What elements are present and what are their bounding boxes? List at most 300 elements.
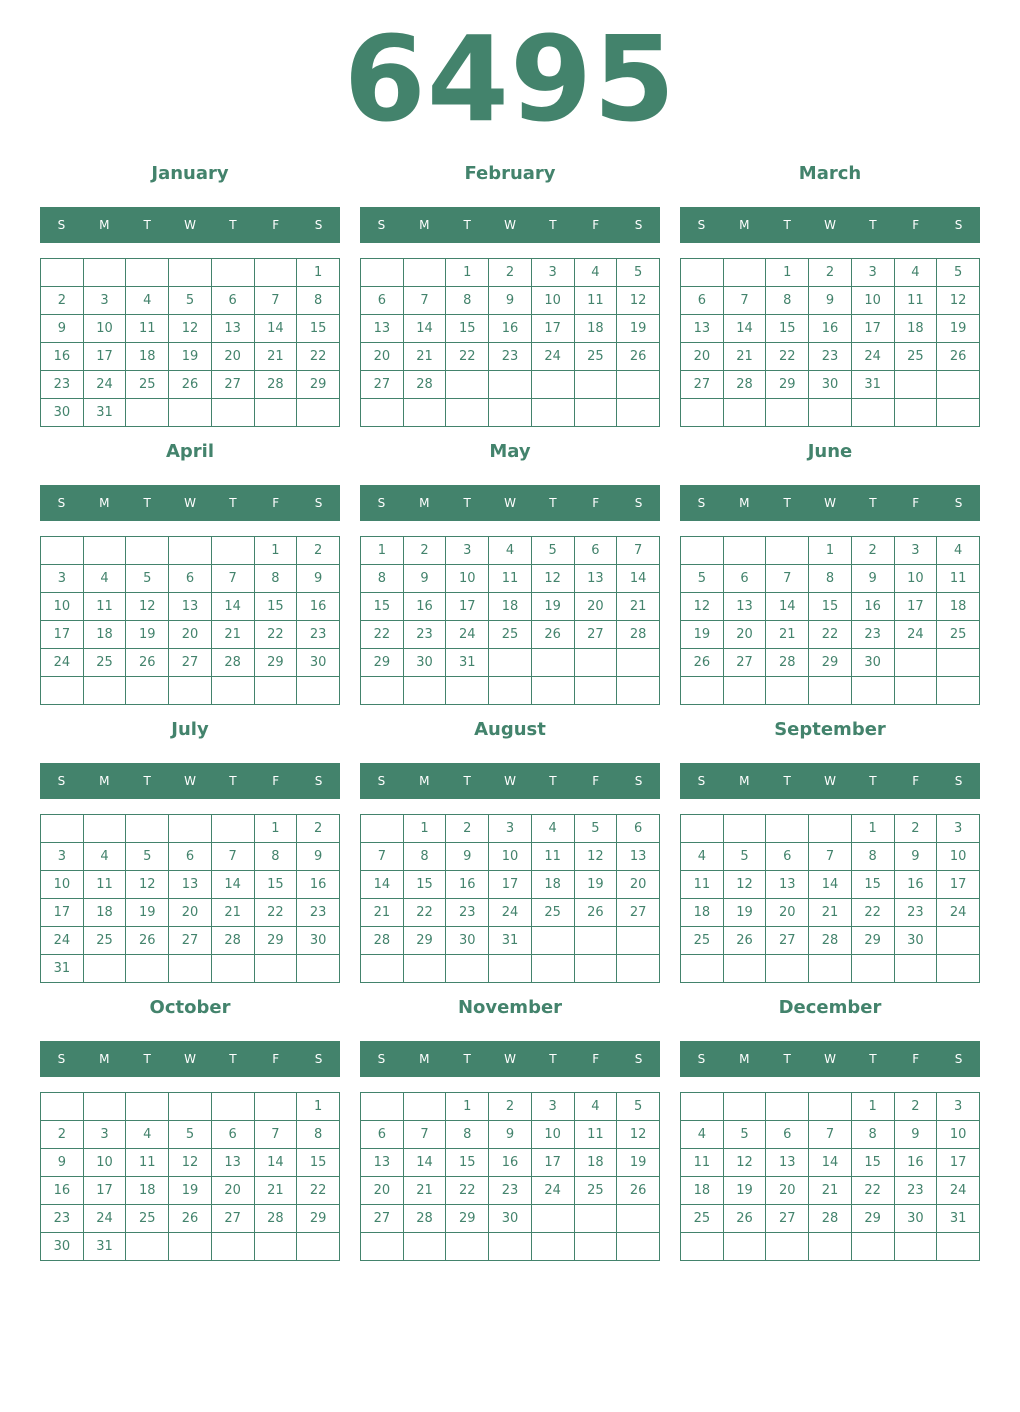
day-cell: 11 bbox=[531, 843, 574, 871]
day-cell: 19 bbox=[574, 871, 617, 899]
weekday-label: F bbox=[272, 1052, 280, 1066]
day-cell bbox=[126, 955, 169, 983]
day-cell: 11 bbox=[681, 1149, 724, 1177]
day-grid bbox=[360, 258, 660, 427]
weekday-label: M bbox=[739, 1052, 750, 1066]
week-row bbox=[361, 259, 660, 287]
day-cell: 19 bbox=[126, 621, 169, 649]
week-row bbox=[681, 259, 980, 287]
day-cell bbox=[254, 677, 297, 705]
day-cell: 20 bbox=[766, 899, 809, 927]
day-cell: 14 bbox=[254, 1149, 297, 1177]
day-cell: 6 bbox=[169, 565, 212, 593]
day-cell: 25 bbox=[894, 343, 937, 371]
week-row bbox=[361, 399, 660, 427]
day-cell: 18 bbox=[681, 899, 724, 927]
weekday-label: S bbox=[954, 218, 963, 232]
weekday-label: S bbox=[57, 1052, 66, 1066]
week-row bbox=[361, 565, 660, 593]
day-cell: 31 bbox=[83, 1233, 126, 1261]
month-name: July bbox=[171, 719, 209, 740]
weekday-label: T bbox=[143, 496, 151, 510]
day-cell: 19 bbox=[617, 315, 660, 343]
day-cell: 28 bbox=[723, 371, 766, 399]
week-row bbox=[41, 399, 340, 427]
day-cell: 11 bbox=[126, 315, 169, 343]
day-cell bbox=[617, 399, 660, 427]
day-cell: 22 bbox=[446, 343, 489, 371]
day-cell bbox=[723, 399, 766, 427]
day-cell bbox=[211, 1093, 254, 1121]
week-row bbox=[361, 621, 660, 649]
day-cell bbox=[297, 955, 340, 983]
day-cell bbox=[681, 399, 724, 427]
day-cell: 2 bbox=[297, 815, 340, 843]
week-row bbox=[361, 871, 660, 899]
day-cell: 30 bbox=[809, 371, 852, 399]
day-cell: 27 bbox=[766, 1205, 809, 1233]
day-cell: 18 bbox=[894, 315, 937, 343]
day-cell: 25 bbox=[83, 927, 126, 955]
day-cell: 7 bbox=[809, 1121, 852, 1149]
day-cell: 26 bbox=[617, 343, 660, 371]
day-cell: 12 bbox=[723, 1149, 766, 1177]
weekday-label: S bbox=[634, 774, 643, 788]
day-cell: 13 bbox=[211, 315, 254, 343]
day-cell bbox=[531, 399, 574, 427]
day-cell: 1 bbox=[446, 259, 489, 287]
day-cell bbox=[211, 259, 254, 287]
day-cell: 12 bbox=[126, 871, 169, 899]
day-cell bbox=[361, 955, 404, 983]
day-cell: 7 bbox=[211, 843, 254, 871]
month-name: April bbox=[165, 441, 215, 462]
day-cell: 9 bbox=[41, 315, 84, 343]
month-name: February bbox=[464, 163, 556, 184]
day-cell: 20 bbox=[211, 1177, 254, 1205]
day-cell bbox=[531, 371, 574, 399]
weekday-label: F bbox=[272, 774, 280, 788]
day-cell: 9 bbox=[446, 843, 489, 871]
day-cell bbox=[211, 399, 254, 427]
day-cell bbox=[211, 955, 254, 983]
day-cell: 12 bbox=[617, 1121, 660, 1149]
week-row bbox=[681, 621, 980, 649]
day-cell: 8 bbox=[297, 287, 340, 315]
weekday-label: F bbox=[272, 496, 280, 510]
week-row bbox=[41, 1177, 340, 1205]
day-cell: 14 bbox=[211, 871, 254, 899]
week-row bbox=[681, 649, 980, 677]
day-cell: 23 bbox=[894, 899, 937, 927]
day-cell: 16 bbox=[41, 343, 84, 371]
day-cell: 3 bbox=[446, 537, 489, 565]
day-cell: 11 bbox=[83, 593, 126, 621]
day-cell bbox=[169, 677, 212, 705]
day-cell: 17 bbox=[489, 871, 532, 899]
day-cell: 4 bbox=[681, 1121, 724, 1149]
day-cell bbox=[894, 399, 937, 427]
day-cell bbox=[361, 677, 404, 705]
weekday-header bbox=[360, 207, 660, 243]
day-cell: 26 bbox=[723, 927, 766, 955]
day-cell: 31 bbox=[937, 1205, 980, 1233]
day-cell: 18 bbox=[126, 1177, 169, 1205]
day-cell: 1 bbox=[254, 815, 297, 843]
day-cell bbox=[83, 259, 126, 287]
day-cell bbox=[574, 955, 617, 983]
day-cell: 5 bbox=[169, 287, 212, 315]
day-cell: 5 bbox=[574, 815, 617, 843]
day-cell bbox=[766, 677, 809, 705]
day-cell: 10 bbox=[531, 287, 574, 315]
weekday-label: T bbox=[783, 496, 791, 510]
week-row bbox=[681, 399, 980, 427]
day-cell: 1 bbox=[851, 1093, 894, 1121]
day-cell bbox=[297, 399, 340, 427]
day-cell bbox=[937, 1233, 980, 1261]
day-cell: 14 bbox=[403, 315, 446, 343]
day-cell: 22 bbox=[446, 1177, 489, 1205]
day-cell: 3 bbox=[531, 259, 574, 287]
day-cell: 16 bbox=[446, 871, 489, 899]
day-cell bbox=[617, 649, 660, 677]
day-cell: 1 bbox=[851, 815, 894, 843]
week-row bbox=[361, 815, 660, 843]
day-cell: 2 bbox=[489, 259, 532, 287]
day-cell: 30 bbox=[41, 399, 84, 427]
day-cell: 30 bbox=[297, 927, 340, 955]
day-cell: 16 bbox=[297, 593, 340, 621]
day-cell: 15 bbox=[403, 871, 446, 899]
day-cell bbox=[617, 1233, 660, 1261]
day-cell: 23 bbox=[894, 1177, 937, 1205]
week-row bbox=[681, 899, 980, 927]
day-cell: 23 bbox=[809, 343, 852, 371]
week-row bbox=[41, 843, 340, 871]
day-cell bbox=[361, 1093, 404, 1121]
day-cell: 11 bbox=[937, 565, 980, 593]
day-cell: 5 bbox=[126, 565, 169, 593]
day-cell: 2 bbox=[41, 287, 84, 315]
day-cell bbox=[723, 259, 766, 287]
day-cell bbox=[126, 1093, 169, 1121]
day-cell: 12 bbox=[169, 315, 212, 343]
day-cell: 8 bbox=[809, 565, 852, 593]
day-cell: 30 bbox=[851, 649, 894, 677]
day-cell: 14 bbox=[211, 593, 254, 621]
day-cell: 21 bbox=[361, 899, 404, 927]
day-cell: 7 bbox=[403, 1121, 446, 1149]
week-row bbox=[361, 1233, 660, 1261]
day-cell bbox=[937, 955, 980, 983]
day-cell bbox=[126, 537, 169, 565]
day-cell: 9 bbox=[489, 1121, 532, 1149]
day-cell: 5 bbox=[617, 259, 660, 287]
day-cell: 26 bbox=[169, 1205, 212, 1233]
day-cell: 11 bbox=[574, 287, 617, 315]
day-cell: 6 bbox=[681, 287, 724, 315]
day-cell: 10 bbox=[41, 593, 84, 621]
day-cell bbox=[446, 677, 489, 705]
day-cell: 6 bbox=[211, 287, 254, 315]
day-cell: 6 bbox=[766, 1121, 809, 1149]
weekday-header bbox=[360, 485, 660, 521]
week-row bbox=[41, 955, 340, 983]
day-cell: 6 bbox=[723, 565, 766, 593]
weekday-label: S bbox=[377, 496, 386, 510]
day-cell bbox=[851, 955, 894, 983]
day-cell: 27 bbox=[169, 649, 212, 677]
week-row bbox=[681, 843, 980, 871]
day-cell: 24 bbox=[83, 1205, 126, 1233]
day-cell: 8 bbox=[851, 1121, 894, 1149]
weekday-label: W bbox=[184, 496, 196, 510]
day-cell: 16 bbox=[894, 871, 937, 899]
day-cell: 9 bbox=[894, 1121, 937, 1149]
day-cell: 21 bbox=[809, 899, 852, 927]
week-row bbox=[361, 287, 660, 315]
day-cell: 10 bbox=[531, 1121, 574, 1149]
weekday-header bbox=[680, 1041, 980, 1077]
day-cell: 10 bbox=[937, 1121, 980, 1149]
weekday-label: M bbox=[419, 218, 430, 232]
day-cell: 14 bbox=[766, 593, 809, 621]
day-cell: 12 bbox=[169, 1149, 212, 1177]
weekday-label: M bbox=[419, 774, 430, 788]
day-cell: 16 bbox=[489, 315, 532, 343]
weekday-label: T bbox=[783, 774, 791, 788]
day-cell: 29 bbox=[297, 1205, 340, 1233]
day-cell: 16 bbox=[489, 1149, 532, 1177]
day-cell: 2 bbox=[446, 815, 489, 843]
weekday-label: T bbox=[229, 774, 237, 788]
weekday-label: M bbox=[739, 218, 750, 232]
weekday-label: M bbox=[99, 1052, 110, 1066]
week-row bbox=[361, 1149, 660, 1177]
day-cell: 22 bbox=[361, 621, 404, 649]
day-cell: 19 bbox=[169, 343, 212, 371]
day-cell bbox=[681, 677, 724, 705]
day-cell: 26 bbox=[126, 927, 169, 955]
day-cell: 19 bbox=[531, 593, 574, 621]
day-cell: 9 bbox=[489, 287, 532, 315]
day-cell: 5 bbox=[723, 1121, 766, 1149]
day-cell: 23 bbox=[489, 1177, 532, 1205]
weekday-header bbox=[40, 207, 340, 243]
day-cell bbox=[894, 677, 937, 705]
weekday-label: S bbox=[57, 218, 66, 232]
week-row bbox=[681, 1177, 980, 1205]
day-cell: 17 bbox=[83, 1177, 126, 1205]
weekday-label: F bbox=[592, 218, 600, 232]
day-grid bbox=[680, 1092, 980, 1261]
day-cell: 23 bbox=[297, 899, 340, 927]
day-cell: 27 bbox=[617, 899, 660, 927]
day-cell: 13 bbox=[361, 1149, 404, 1177]
day-cell: 25 bbox=[531, 899, 574, 927]
day-cell: 24 bbox=[446, 621, 489, 649]
day-cell: 5 bbox=[126, 843, 169, 871]
day-cell: 13 bbox=[574, 565, 617, 593]
day-cell: 10 bbox=[851, 287, 894, 315]
day-cell bbox=[361, 1233, 404, 1261]
day-cell bbox=[254, 259, 297, 287]
day-cell: 8 bbox=[254, 565, 297, 593]
day-cell: 19 bbox=[937, 315, 980, 343]
day-cell bbox=[681, 1093, 724, 1121]
day-cell: 21 bbox=[254, 343, 297, 371]
day-cell: 28 bbox=[254, 1205, 297, 1233]
weekday-label: T bbox=[869, 496, 877, 510]
day-cell: 1 bbox=[361, 537, 404, 565]
week-row bbox=[361, 1093, 660, 1121]
day-cell: 30 bbox=[894, 927, 937, 955]
weekday-label: S bbox=[57, 496, 66, 510]
day-cell: 14 bbox=[361, 871, 404, 899]
day-cell: 20 bbox=[361, 343, 404, 371]
day-cell: 4 bbox=[489, 537, 532, 565]
day-grid bbox=[680, 536, 980, 705]
day-cell: 21 bbox=[211, 899, 254, 927]
day-cell bbox=[489, 399, 532, 427]
weekday-label: S bbox=[377, 1052, 386, 1066]
day-cell: 26 bbox=[617, 1177, 660, 1205]
day-cell: 31 bbox=[489, 927, 532, 955]
day-cell: 6 bbox=[361, 1121, 404, 1149]
day-cell bbox=[681, 537, 724, 565]
day-cell: 11 bbox=[489, 565, 532, 593]
day-cell: 27 bbox=[211, 371, 254, 399]
day-cell bbox=[574, 1205, 617, 1233]
week-row bbox=[41, 315, 340, 343]
weekday-label: S bbox=[697, 1052, 706, 1066]
day-cell: 22 bbox=[254, 899, 297, 927]
day-cell: 30 bbox=[446, 927, 489, 955]
day-cell: 4 bbox=[126, 287, 169, 315]
day-cell: 9 bbox=[403, 565, 446, 593]
day-cell: 7 bbox=[723, 287, 766, 315]
day-cell: 21 bbox=[403, 1177, 446, 1205]
day-cell bbox=[937, 927, 980, 955]
day-cell: 7 bbox=[809, 843, 852, 871]
day-cell: 5 bbox=[937, 259, 980, 287]
weekday-label: S bbox=[697, 496, 706, 510]
day-cell: 13 bbox=[723, 593, 766, 621]
day-cell: 21 bbox=[723, 343, 766, 371]
day-cell: 7 bbox=[254, 1121, 297, 1149]
week-row bbox=[41, 565, 340, 593]
day-cell: 2 bbox=[403, 537, 446, 565]
week-row bbox=[41, 1093, 340, 1121]
weekday-label: S bbox=[57, 774, 66, 788]
weekday-header bbox=[40, 1041, 340, 1077]
day-cell: 26 bbox=[169, 371, 212, 399]
day-cell bbox=[446, 1233, 489, 1261]
weekday-label: S bbox=[697, 218, 706, 232]
weekday-label: T bbox=[783, 1052, 791, 1066]
day-cell: 20 bbox=[211, 343, 254, 371]
day-cell bbox=[169, 399, 212, 427]
weekday-label: T bbox=[549, 496, 557, 510]
day-cell: 3 bbox=[937, 815, 980, 843]
weekday-label: F bbox=[912, 218, 920, 232]
day-grid bbox=[40, 1092, 340, 1261]
day-cell: 30 bbox=[297, 649, 340, 677]
day-cell: 4 bbox=[937, 537, 980, 565]
week-row bbox=[41, 621, 340, 649]
day-cell: 27 bbox=[574, 621, 617, 649]
day-cell: 28 bbox=[809, 1205, 852, 1233]
day-cell bbox=[574, 399, 617, 427]
day-cell bbox=[937, 371, 980, 399]
day-cell: 24 bbox=[937, 1177, 980, 1205]
day-cell: 9 bbox=[809, 287, 852, 315]
weekday-label: F bbox=[272, 218, 280, 232]
week-row bbox=[41, 1149, 340, 1177]
day-cell bbox=[83, 1093, 126, 1121]
weekday-label: S bbox=[634, 218, 643, 232]
week-row bbox=[41, 649, 340, 677]
day-cell: 18 bbox=[574, 315, 617, 343]
day-cell: 13 bbox=[617, 843, 660, 871]
day-cell: 4 bbox=[574, 259, 617, 287]
weekday-label: F bbox=[912, 1052, 920, 1066]
week-row bbox=[41, 927, 340, 955]
day-cell: 11 bbox=[126, 1149, 169, 1177]
day-cell bbox=[681, 1233, 724, 1261]
day-cell: 20 bbox=[766, 1177, 809, 1205]
day-cell: 25 bbox=[681, 927, 724, 955]
day-cell bbox=[766, 1233, 809, 1261]
day-cell: 15 bbox=[297, 1149, 340, 1177]
day-cell: 22 bbox=[766, 343, 809, 371]
week-row bbox=[41, 1121, 340, 1149]
month-name: August bbox=[474, 719, 546, 740]
weekday-label: M bbox=[99, 774, 110, 788]
day-cell bbox=[617, 677, 660, 705]
day-cell bbox=[531, 927, 574, 955]
weekday-header bbox=[360, 763, 660, 799]
day-cell bbox=[361, 399, 404, 427]
week-row bbox=[41, 537, 340, 565]
week-row bbox=[681, 815, 980, 843]
week-row bbox=[361, 1121, 660, 1149]
day-cell: 27 bbox=[681, 371, 724, 399]
weekday-label: M bbox=[419, 1052, 430, 1066]
day-cell bbox=[723, 815, 766, 843]
weekday-label: S bbox=[954, 1052, 963, 1066]
day-cell: 8 bbox=[297, 1121, 340, 1149]
day-cell: 20 bbox=[361, 1177, 404, 1205]
day-cell bbox=[574, 371, 617, 399]
day-cell bbox=[681, 955, 724, 983]
day-cell: 24 bbox=[83, 371, 126, 399]
day-cell: 24 bbox=[531, 1177, 574, 1205]
day-cell: 24 bbox=[489, 899, 532, 927]
day-cell: 4 bbox=[894, 259, 937, 287]
day-cell: 31 bbox=[41, 955, 84, 983]
day-cell: 25 bbox=[681, 1205, 724, 1233]
day-cell: 27 bbox=[169, 927, 212, 955]
day-cell: 6 bbox=[169, 843, 212, 871]
day-cell bbox=[254, 1093, 297, 1121]
week-row bbox=[681, 371, 980, 399]
weekday-label: W bbox=[184, 218, 196, 232]
day-cell bbox=[446, 371, 489, 399]
day-cell bbox=[211, 677, 254, 705]
weekday-label: S bbox=[697, 774, 706, 788]
